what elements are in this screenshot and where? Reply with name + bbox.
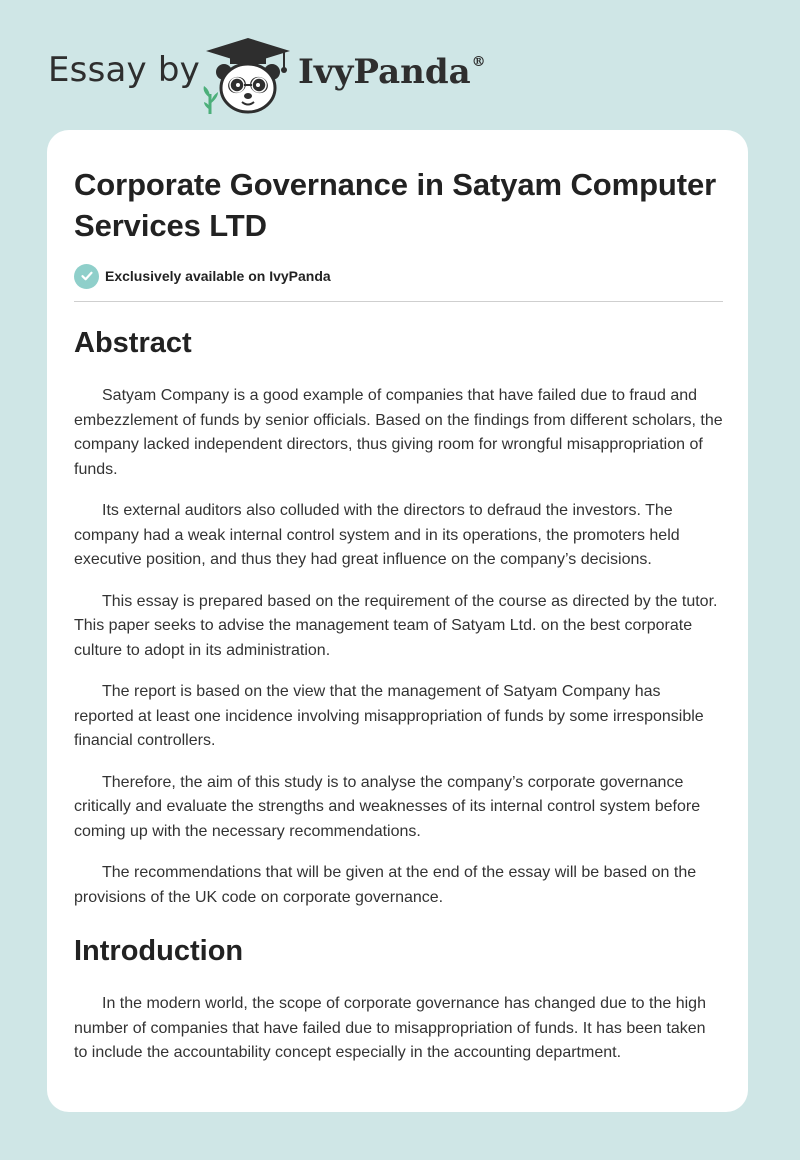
article-title: Corporate Governance in Satyam Computer Services LTD [74, 167, 717, 243]
article-card [47, 130, 748, 1112]
exclusive-badge [74, 262, 723, 290]
paragraph: Therefore, the aim of this study is to analyse the company’s corporate governance critically and evaluate the strengths and weaknesses of its internal control system before coming up with the necessary recommendations. [74, 773, 701, 840]
essay-by-label: Essay by [48, 50, 200, 90]
site-header [48, 36, 568, 116]
paragraph: The report is based on the view that the management of Satyam Company has reported at least one incidence involving misappropriation of funds by some irresponsible financial controllers. [74, 683, 704, 749]
paragraph: The recommendations that will be given at the end of the essay will be based on the provisions of the UK code on corporate governance. [74, 864, 697, 906]
section-heading-abstract: Abstract [74, 327, 192, 359]
divider [74, 301, 723, 302]
check-circle-icon [74, 264, 99, 289]
panda-graduate-icon [202, 36, 294, 116]
paragraph: In the modern world, the scope of corporate governance has changed due to the high number of companies that have failed due to misappropriation of funds. It has been taken to include the accountability concept especially in the accounting department. [74, 995, 706, 1061]
section-heading-introduction: Introduction [74, 935, 244, 967]
exclusive-label: Exclusively available on IvyPanda [105, 268, 331, 284]
paragraph: This essay is prepared based on the requirement of the course as directed by the tutor. This paper seeks to advise the management team of Satyam Ltd. on the best corporate culture to adopt in its administration. [74, 592, 718, 659]
trademark-symbol: ® [471, 54, 486, 70]
article-content [74, 164, 723, 1066]
paragraph: Its external auditors also colluded with the directors to defraud the investors. The company had a weak internal control system and in its operations, the promoters held executive position, and thus they had great influence on the company’s decisions. [74, 502, 680, 568]
paragraph: Satyam Company is a good example of companies that have failed due to fraud and embezzlement of funds by senior officials. Based on the findings from different scholars, the company lacked independent directors, thus giving room for wrongful misappropriation of funds. [74, 387, 723, 478]
brand-name[interactable]: IvyPanda® [298, 52, 486, 92]
